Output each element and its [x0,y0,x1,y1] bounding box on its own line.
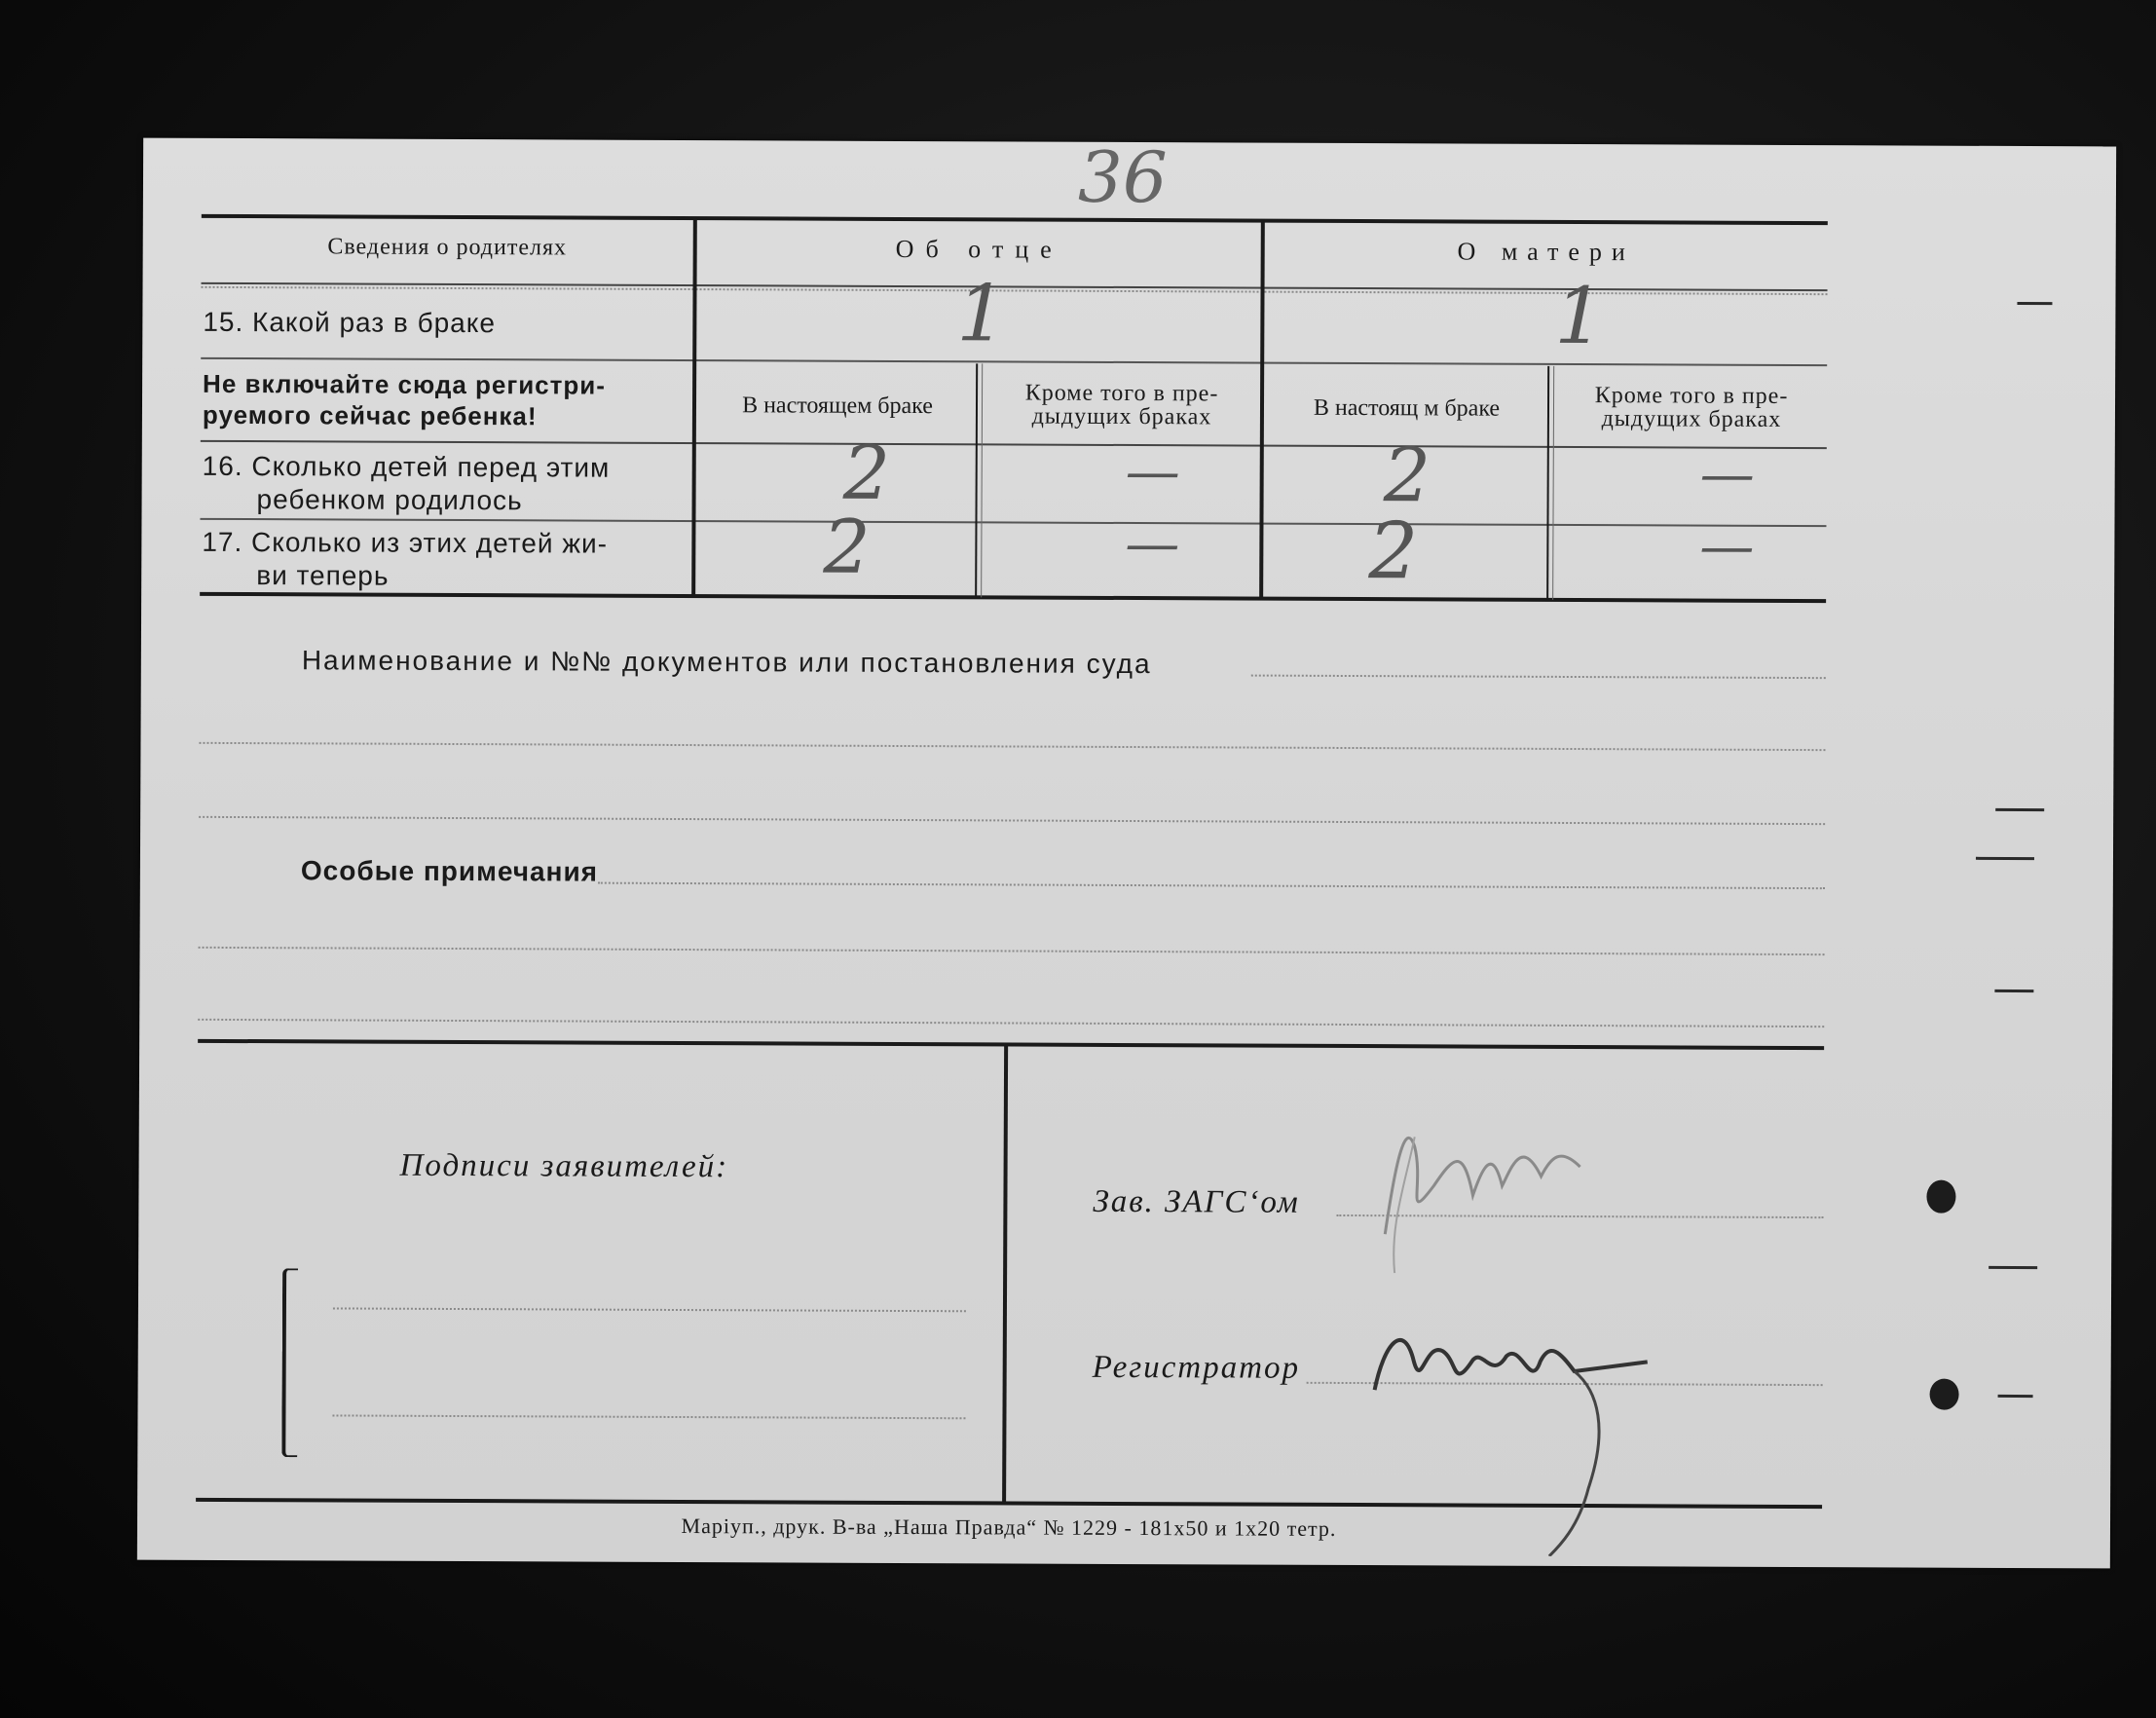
head-signature [1375,1107,1600,1279]
documents-label: Наименование и №№ документов или постановления суда [301,645,1152,680]
row16-label-line2: ребенком родилось [256,484,523,516]
subheader-bottom-rule [201,440,1827,449]
table-top-rule [202,214,1828,225]
subheader-note: Не включайте сюда регистри-руемого сейчас ребенка! [202,368,606,431]
head-label: Зав. ЗАГС‘ом [1093,1183,1300,1220]
header-col-label: Сведения о родителях [327,234,568,261]
subheader-previous-marriages-father: Кроме того в пре-дыдущих браках [1024,380,1219,430]
row17-father-current: 2 [823,503,871,590]
edge-mark-4 [1994,990,2033,992]
row17-father-previous: — [1125,511,1180,577]
punch-hole-1 [1926,1180,1955,1214]
row16-label-line1: 16. Сколько детей перед этим [202,450,611,483]
col-divider-2 [1259,221,1265,599]
row17-mother-current: 2 [1368,505,1419,597]
row17-mother-previous: — [1699,514,1755,579]
row16-father-current: 2 [842,429,891,516]
subheader-current-marriage-mother: В настоящ м браке [1313,394,1501,422]
row16-mother-previous: — [1699,442,1755,506]
edge-mark-6 [1998,1395,2033,1398]
edge-mark-1 [2017,302,2052,305]
printer-footer: Маріуп., друк. В-ва „Наша Правда“ № 1229 - 181x50 и 1x20 тетр. [681,1513,1337,1541]
col-divider-1 [691,218,697,596]
punch-hole-2 [1930,1379,1959,1410]
notes-dotted-line-1 [598,882,1825,889]
row15-label: 15. Какой раз в браке [203,306,496,339]
subheader-previous-marriages-mother: Кроме того в пре-дыдущих браках [1594,383,1789,432]
documents-dotted-line-2 [199,742,1825,751]
signature-top-rule [198,1039,1824,1050]
signature-divider [1002,1045,1008,1503]
row17-label-line2: ви теперь [256,560,390,591]
applicants-label: Подписи заявителей: [399,1147,729,1185]
header-father: Об отце [895,234,1063,264]
subheader-current-marriage-father: В настоящем браке [742,392,933,420]
applicants-bracket [281,1268,298,1457]
edge-mark-5 [1989,1266,2037,1269]
page-number: 36 [1077,135,1168,219]
subcol-divider-mother-b [1552,366,1554,600]
table-bottom-rule [200,592,1826,603]
row15-mother-value: 1 [1554,270,1605,362]
registrar-label: Регистратор [1092,1349,1301,1386]
registration-card [137,135,2116,1569]
edge-mark-3 [1976,857,2034,860]
edge-mark-2 [1995,808,2044,811]
row16-bottom-rule [200,518,1826,527]
documents-dotted-line-3 [199,816,1825,825]
applicant-sign-line-2 [332,1414,965,1419]
notes-dotted-line-2 [199,947,1825,955]
applicant-sign-line-1 [333,1307,966,1312]
documents-dotted-line-1 [1251,675,1826,680]
row16-mother-current: 2 [1383,431,1431,519]
special-notes-label: Особые примечания [300,855,599,887]
row16-father-previous: — [1125,439,1180,504]
header-mother: О матери [1457,237,1635,267]
subcol-divider-father-b [981,363,983,597]
row17-label-line1: 17. Сколько из этих детей жи- [202,526,609,559]
notes-dotted-line-3 [198,1019,1824,1027]
row15-father-value: 1 [956,268,1007,359]
